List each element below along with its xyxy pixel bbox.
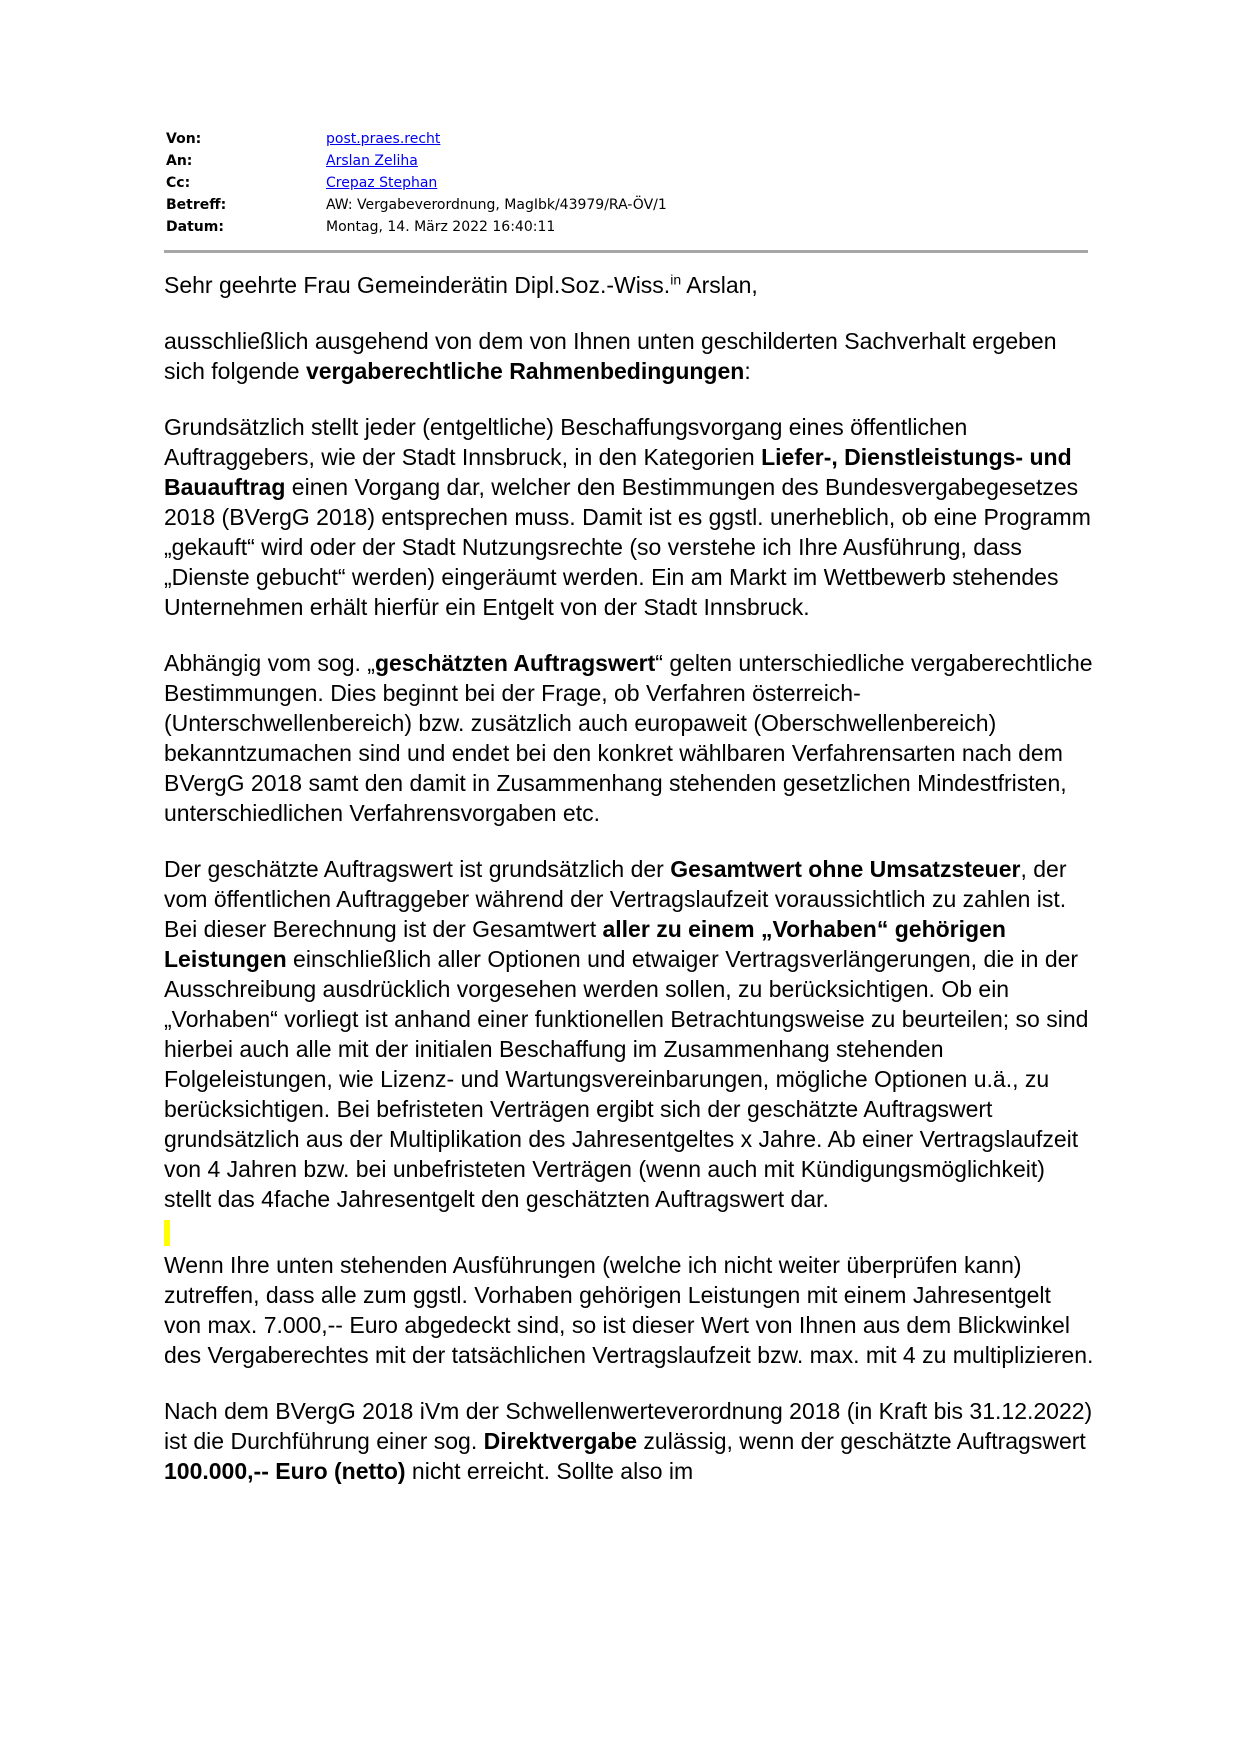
p4-bold-1: Gesamtwert ohne Umsatzsteuer	[670, 856, 1021, 882]
p2-text-1: Grundsätzlich stellt jeder (entgeltliche) Beschaffungsvorgang eines öffentlichen Auftraggebers, wie der Stadt Innsbruck, in den Kategorien	[164, 414, 968, 470]
subject-value: AW: Vergabeverordnung, MagIbk/43979/RA-ÖV/1	[326, 197, 667, 213]
subject-label: Betreff:	[166, 197, 227, 213]
to-label: An:	[166, 153, 193, 169]
email-header	[166, 128, 1086, 238]
p6-bold-2: 100.000,-- Euro (netto)	[164, 1458, 406, 1484]
salutation-text: Sehr geehrte Frau Gemeinderätin Dipl.Soz.-Wiss.	[164, 272, 671, 298]
from-label: Von:	[166, 131, 202, 147]
salutation	[164, 270, 1094, 300]
p5-text-1: Wenn Ihre unten stehenden Ausführungen (welche ich nicht weiter überprüfen kann) zutreffen, dass alle zum ggstl. Vorhaben gehörigen Leistungen mit einem Jahresentgelt von max. 7.000,-- Euro abgedeckt sind, so ist dieser Wert von Ihnen aus dem Blickwinkel des Vergaberechtes mit der tatsächlichen Vertragslaufzeit bzw. max. mit 4 zu multiplizieren.	[164, 1252, 1094, 1368]
highlight-marker	[164, 1220, 170, 1246]
p1-text-1: ausschließlich ausgehend von dem von Ihnen unten geschilderten Sachverhalt ergeben sich folgende	[164, 328, 1057, 384]
email-body	[164, 270, 1094, 1512]
p3-bold-1: geschätzten Auftragswert	[374, 650, 656, 676]
date-value: Montag, 14. März 2022 16:40:11	[326, 219, 556, 235]
paragraph-5	[164, 1250, 1094, 1370]
cc-link[interactable]: Crepaz Stephan	[326, 175, 438, 191]
p4-bold-2: aller zu einem „Vorhaben“ gehörigen Leistungen	[164, 916, 1006, 972]
p3-text-2: “ gelten unterschiedliche vergaberechtliche Bestimmungen. Dies beginnt bei der Frage, ob Verfahren österreich- (Unterschwellenbereich) bzw. zusätzlich auch europaweit (Oberschwellenbereich) bekanntzumachen sind und endet bei den konkret wählbaren Verfahrensarten nach dem BVergG 2018 samt den damit in Zusammenhang stehenden gesetzlichen Mindestfristen, unterschiedlichen Verfahrensvorgaben etc.	[164, 650, 1093, 826]
header-date-row	[166, 216, 1086, 238]
p6-text-3: nicht erreicht. Sollte also im	[405, 1458, 694, 1484]
p6-text-2: zulässig, wenn der geschätzte Auftragswert	[637, 1428, 1086, 1454]
to-link[interactable]: Arslan Zeliha	[326, 153, 418, 169]
salutation-superscript: in	[670, 271, 682, 288]
p6-text-1: Nach dem BVergG 2018 iVm der Schwellenwerteverordnung 2018 (in Kraft bis 31.12.2022) ist die Durchführung einer sog.	[164, 1398, 1093, 1454]
p2-text-2: einen Vorgang dar, welcher den Bestimmungen des Bundesvergabegesetzes 2018 (BVergG 2018) entsprechen muss. Damit ist es ggstl. unerheblich, ob eine Programm „gekauft“ wird oder der Stadt Nutzungsrechte (so verstehe ich Ihre Ausführung, dass „Dienste gebucht“ werden) eingeräumt werden. Ein am Markt im Wettbewerb stehendes Unternehmen erhält hierfür ein Entgelt von der Stadt Innsbruck.	[164, 474, 1091, 620]
p4-text-1: Der geschätzte Auftragswert ist grundsätzlich der	[164, 856, 671, 882]
p3-text-1: Abhängig vom sog. „	[164, 650, 375, 676]
p4-text-3: einschließlich aller Optionen und etwaiger Vertragsverlängerungen, die in der Ausschreibung ausdrücklich vorgesehen werden sollen, zu berücksichtigen. Ob ein „Vorhaben“ vorliegt ist anhand einer funktionellen Betrachtungsweise zu beurteilen; so sind hierbei auch alle mit der initialen Beschaffung im Zusammenhang stehenden Folgeleistungen, wie Lizenz- und Wartungsvereinbarungen, mögliche Optionen u.ä., zu berücksichtigen. Bei befristeten Verträgen ergibt sich der geschätzte Auftragswert grundsätzlich aus der Multiplikation des Jahresentgeltes x Jahre. Ab einer Vertragslaufzeit von 4 Jahren bzw. bei unbefristeten Verträgen (wenn auch mit Kündigungsmöglichkeit) stellt das 4fache Jahresentgelt den geschätzten Auftragswert dar.	[164, 946, 1089, 1212]
from-link[interactable]: post.praes.recht	[326, 131, 441, 147]
paragraph-4	[164, 854, 1094, 1214]
p1-text-2: :	[744, 358, 751, 384]
p1-bold-1: vergaberechtliche Rahmenbedingungen	[305, 358, 745, 384]
p4-text-2: , der vom öffentlichen Auftraggeber während der Vertragslaufzeit voraussichtlich zu zahlen ist. Bei dieser Berechnung ist der Gesamtwert	[164, 856, 1067, 942]
salutation-name: Arslan,	[681, 272, 758, 298]
paragraph-3	[164, 648, 1094, 828]
header-subject-row	[166, 194, 1086, 216]
paragraph-1	[164, 326, 1094, 386]
date-label: Datum:	[166, 219, 224, 235]
header-cc-row	[166, 172, 1086, 194]
p6-bold-1: Direktvergabe	[483, 1428, 638, 1454]
header-to-row	[166, 150, 1086, 172]
header-divider	[164, 250, 1088, 253]
paragraph-2	[164, 412, 1094, 622]
cc-label: Cc:	[166, 175, 191, 191]
paragraph-6	[164, 1396, 1094, 1486]
p2-bold-1: Liefer-, Dienstleistungs- und Bauauftrag	[164, 444, 1072, 500]
header-from-row	[166, 128, 1086, 150]
